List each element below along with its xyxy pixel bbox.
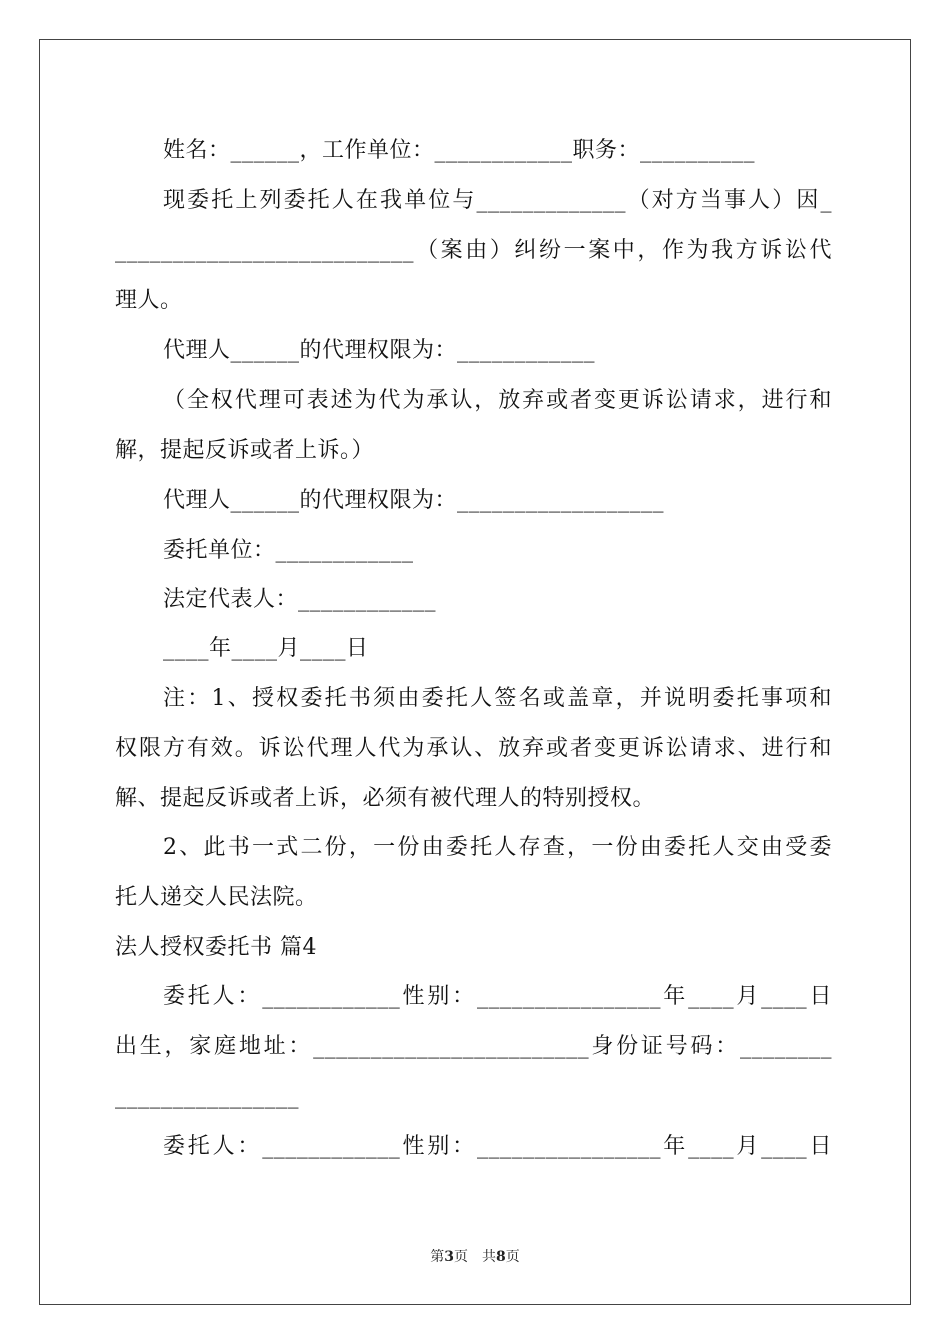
text-line: ____年____月____日 [163, 636, 369, 661]
page-border [39, 39, 911, 1305]
text-line: 2、此书一式二份，一份由委托人存查，一份由委托人交由受委 [163, 835, 832, 860]
text-line: 委托人：____________性别：________________年____月____日 [163, 984, 832, 1009]
page-footer [0, 1246, 950, 1266]
text-line: 姓名：______，工作单位：____________职务：__________ [163, 138, 756, 163]
text-line: ________________ [115, 1084, 299, 1109]
text-line: 理人。 [115, 288, 183, 313]
section-heading: 法人授权委托书 篇4 [115, 935, 317, 960]
text-line: 代理人______的代理权限为：__________________ [163, 488, 665, 513]
text-line: 现委托上列委托人在我单位与_____________（对方当事人）因_ [163, 188, 832, 213]
footer-suffix: 页 [505, 1249, 520, 1265]
page-total: 8 [496, 1249, 506, 1265]
text-line: 委托人：____________性别：________________年____月____日 [163, 1134, 832, 1159]
text-line: 权限方有效。诉讼代理人代为承认、放弃或者变更诉讼请求、进行和 [115, 736, 832, 761]
text-line: 法定代表人：____________ [163, 587, 437, 612]
text-line: __________________________（案由）纠纷一案中，作为我方诉讼代 [115, 238, 832, 263]
text-line: （全权代理可表述为代为承认，放弃或者变更诉讼请求，进行和 [163, 388, 832, 413]
text-line: 代理人______的代理权限为：____________ [163, 338, 596, 363]
footer-mid: 页 共 [454, 1249, 496, 1265]
text-line: 出生，家庭地址：________________________身份证号码：________ [115, 1034, 832, 1059]
footer-prefix: 第 [430, 1249, 445, 1265]
text-line: 托人递交人民法院。 [115, 885, 318, 910]
page-current: 3 [444, 1249, 454, 1265]
text-line: 解，提起反诉或者上诉。） [115, 438, 375, 463]
text-line: 注：1、授权委托书须由委托人签名或盖章，并说明委托事项和 [163, 686, 832, 711]
text-line: 解、提起反诉或者上诉，必须有被代理人的特别授权。 [115, 786, 656, 811]
text-line: 委托单位：____________ [163, 538, 414, 563]
